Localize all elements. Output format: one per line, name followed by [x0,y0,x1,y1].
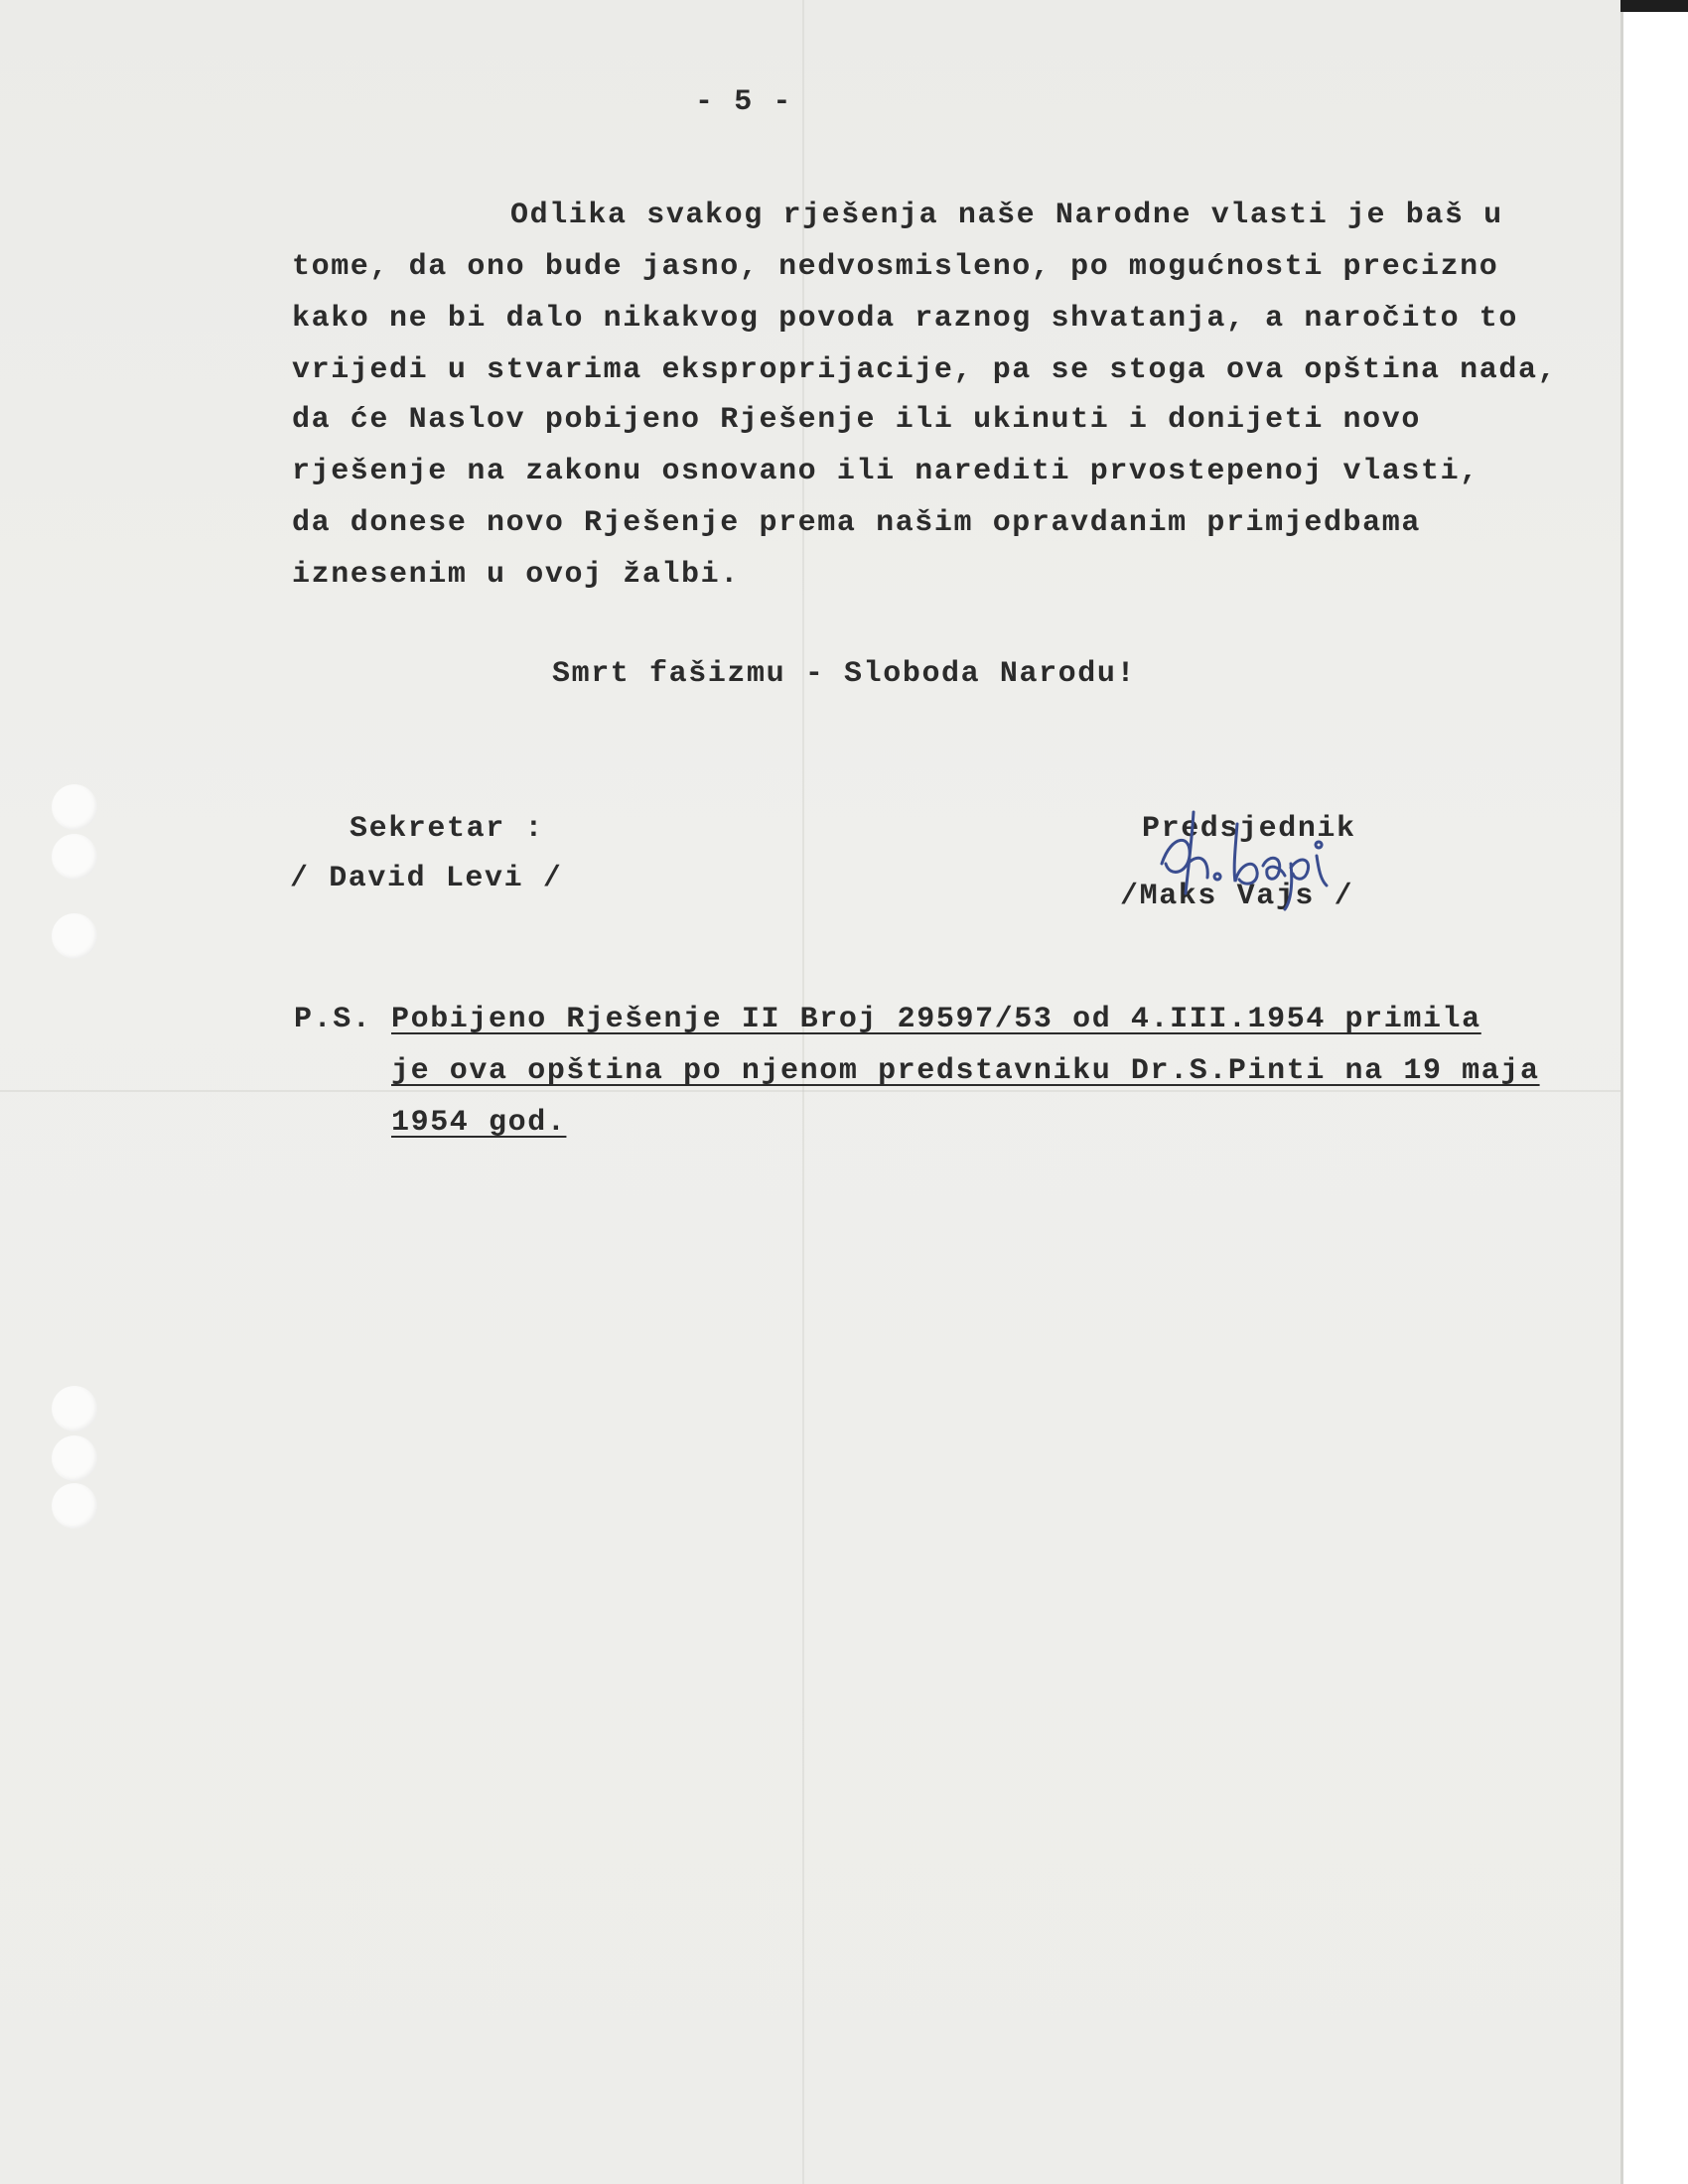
scan-border [1620,0,1688,2184]
punch-hole [52,1483,97,1529]
postscript-line: Pobijeno Rješenje II Broj 29597/53 od 4.III.1954 primila [391,1003,1481,1036]
handwritten-signature [1152,794,1350,913]
body-line: kako ne bi dalo nikakvog povoda raznog shvatanja, a naročito to [292,302,1518,336]
body-line: rješenje na zakonu osnovano ili narediti prvostepenoj vlasti, [292,455,1479,488]
scan-corner [1620,0,1688,12]
president-label: Predsjednik [1142,812,1356,846]
punch-hole [52,1386,97,1432]
secretary-label: Sekretar : [350,812,545,846]
president-name: /Maks Vajs / [1120,880,1354,913]
punch-hole [52,1435,97,1481]
body-line: da će Naslov pobijeno Rješenje ili ukinuti i donijeti novo [292,403,1421,437]
postscript-line: 1954 god. [391,1106,567,1140]
closing-slogan: Smrt fašizmu - Sloboda Narodu! [552,657,1137,691]
punch-hole [52,784,97,830]
postscript-label: P.S. [294,1003,372,1036]
secretary-name: / David Levi / [290,862,563,895]
punch-hole [52,913,97,959]
body-line: Odlika svakog rješenja naše Narodne vlasti je baš u [510,199,1503,232]
body-line: vrijedi u stvarima eksproprijacije, pa se stoga ova opština nada, [292,353,1558,387]
body-line: tome, da ono bude jasno, nedvosmisleno, po mogućnosti precizno [292,250,1499,284]
punch-hole [52,834,97,880]
body-line: da donese novo Rješenje prema našim opravdanim primjedbama [292,506,1421,540]
body-line: iznesenim u ovoj žalbi. [292,558,740,592]
postscript-line: je ova opština po njenom predstavniku Dr.S.Pinti na 19 maja [391,1054,1540,1088]
paper-fold-horizontal [0,1090,1620,1092]
page-number: - 5 - [695,85,793,119]
